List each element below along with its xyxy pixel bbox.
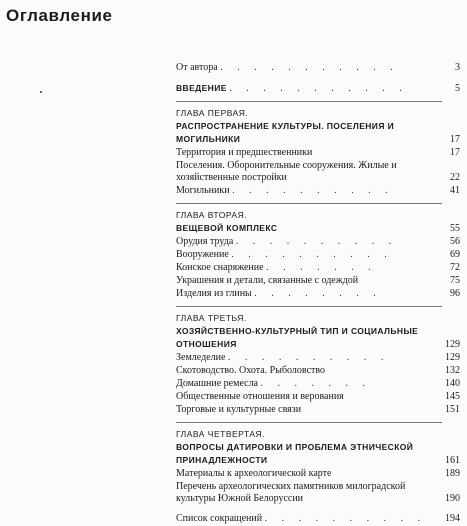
toc-page-number: 140 bbox=[445, 378, 460, 389]
section-divider bbox=[176, 203, 442, 204]
toc-page-number: 129 bbox=[445, 352, 460, 363]
toc-entry-text: Вооружение bbox=[176, 249, 229, 260]
toc-page-number: 17 bbox=[450, 147, 460, 158]
toc-entry-text: Могильники bbox=[176, 185, 230, 196]
section-divider bbox=[176, 306, 442, 307]
toc-page-number: 5 bbox=[455, 83, 460, 94]
toc-entry-text: Орудия труда bbox=[176, 236, 234, 247]
toc-page-number: 96 bbox=[450, 288, 460, 299]
toc-entry-text: Территория и предшественники bbox=[176, 147, 313, 158]
chapter-heading[interactable] bbox=[176, 222, 460, 235]
toc-page-number: 72 bbox=[450, 262, 460, 273]
toc-entry[interactable] bbox=[176, 275, 460, 287]
toc-page-number: 145 bbox=[445, 391, 460, 402]
dot-leader: . . . . . . . . . . bbox=[264, 513, 427, 524]
dot-leader: . . . . . . . bbox=[266, 262, 377, 273]
toc-entry[interactable] bbox=[176, 185, 460, 197]
toc-entry[interactable] bbox=[176, 288, 460, 300]
dot-leader: . . . . . . . . . . . bbox=[220, 62, 399, 73]
dot-leader: . . . . . . . . . . bbox=[235, 236, 398, 247]
page-title: Оглавление bbox=[6, 6, 113, 25]
toc-entry-introduction[interactable] bbox=[176, 82, 460, 95]
toc-entry-text: ВВЕДЕНИЕ bbox=[176, 83, 227, 93]
toc-page-number: 132 bbox=[445, 365, 460, 376]
section-divider bbox=[176, 422, 442, 423]
toc-entry[interactable] bbox=[176, 404, 460, 416]
toc-page-number: 151 bbox=[445, 404, 460, 415]
chapter-heading[interactable] bbox=[176, 120, 460, 146]
toc-page-number: 56 bbox=[450, 236, 460, 247]
toc-page-number: 189 bbox=[445, 468, 460, 479]
chapter-heading-text: ВЕЩЕВОЙ КОМПЛЕКС bbox=[176, 223, 278, 233]
toc-entry-text: Торговые и культурные связи bbox=[176, 404, 302, 415]
chapter-heading-text: ХОЗЯЙСТВЕННО-КУЛЬТУРНЫЙ ТИП И СОЦИАЛЬНЫЕ ОТНОШЕНИЯ bbox=[176, 326, 419, 349]
toc-page-number: 3 bbox=[455, 62, 460, 73]
chapter-label: ГЛАВА ЧЕТВЕРТАЯ. bbox=[176, 429, 266, 439]
toc-page-number: 17 bbox=[450, 134, 460, 145]
toc-entry[interactable] bbox=[176, 236, 460, 248]
toc-page-number: 55 bbox=[450, 223, 460, 234]
chapter-label: ГЛАВА ВТОРАЯ. bbox=[176, 210, 248, 220]
toc-page-number: 194 bbox=[445, 513, 460, 524]
section-divider bbox=[176, 101, 442, 102]
chapter-label: ГЛАВА ТРЕТЬЯ. bbox=[176, 313, 247, 323]
dot-leader: . . . . . . . bbox=[260, 378, 371, 389]
toc-page-number: 69 bbox=[450, 249, 460, 260]
toc-entry-text: От автора bbox=[176, 62, 218, 73]
chapter-heading[interactable] bbox=[176, 325, 460, 351]
dot-leader: . . . . . . . . bbox=[254, 288, 382, 299]
toc-page-number: 161 bbox=[445, 455, 460, 466]
dot-leader: . . . . . . . . . . bbox=[227, 352, 390, 363]
toc-entry[interactable] bbox=[176, 160, 460, 184]
toc-entry-text: Домашние ремесла bbox=[176, 378, 258, 389]
dot-leader: . . . . . . . . . . . bbox=[229, 83, 408, 94]
chapter-label: ГЛАВА ПЕРВАЯ. bbox=[176, 108, 249, 118]
toc-page-number: 129 bbox=[445, 339, 460, 350]
toc-page-number: 190 bbox=[445, 493, 460, 504]
toc-entry-text: Земледелие bbox=[176, 352, 226, 363]
chapter-heading-text: РАСПРОСТРАНЕНИЕ КУЛЬТУРЫ. ПОСЕЛЕНИЯ И МОГИЛЬНИКИ bbox=[176, 121, 395, 144]
toc-entry[interactable] bbox=[176, 391, 460, 403]
print-speck bbox=[40, 91, 42, 93]
toc-entry-text: Общественные отношения и верования bbox=[176, 391, 344, 402]
chapter-heading-text: ВОПРОСЫ ДАТИРОВКИ И ПРОБЛЕМА ЭТНИЧЕСКОЙ ПРИНАДЛЕЖНОСТИ bbox=[176, 442, 414, 465]
toc-entry-text: Скотоводство. Охота. Рыболовство bbox=[176, 365, 326, 376]
toc-entry[interactable] bbox=[176, 468, 460, 480]
toc-entry[interactable] bbox=[176, 365, 460, 377]
toc-entry[interactable] bbox=[176, 481, 460, 505]
toc-entry-text: Перечень археологических памятников милоградской культуры Южной Белоруссии bbox=[176, 481, 406, 504]
toc-entry[interactable] bbox=[176, 249, 460, 261]
toc-page-number: 22 bbox=[450, 172, 460, 183]
toc-entry-text: Изделия из глины bbox=[176, 288, 252, 299]
toc-entry-text: Конское снаряжение bbox=[176, 262, 264, 273]
toc-entry-text: Украшения и детали, связанные с одеждой bbox=[176, 275, 359, 286]
toc-page-number: 41 bbox=[450, 185, 460, 196]
dot-leader: . . . . . . . . . . bbox=[231, 249, 393, 260]
toc-entry[interactable] bbox=[176, 147, 460, 159]
toc-entry-abbreviations[interactable] bbox=[176, 513, 460, 525]
toc-entry-text: Список сокращений bbox=[176, 513, 263, 524]
toc-entry[interactable] bbox=[176, 262, 460, 274]
toc-entry-author[interactable] bbox=[176, 62, 460, 74]
toc-entry[interactable] bbox=[176, 352, 460, 364]
dot-leader: . . . . . . . . . . bbox=[232, 185, 394, 196]
toc-entry-text: Материалы к археологической карте bbox=[176, 468, 332, 479]
toc-page-number: 75 bbox=[450, 275, 460, 286]
chapter-heading[interactable] bbox=[176, 441, 460, 467]
table-of-contents bbox=[176, 62, 460, 526]
toc-entry-text: Поселения. Оборонительные сооружения. Жилые и хозяйственные постройки bbox=[176, 160, 397, 183]
toc-entry[interactable] bbox=[176, 378, 460, 390]
